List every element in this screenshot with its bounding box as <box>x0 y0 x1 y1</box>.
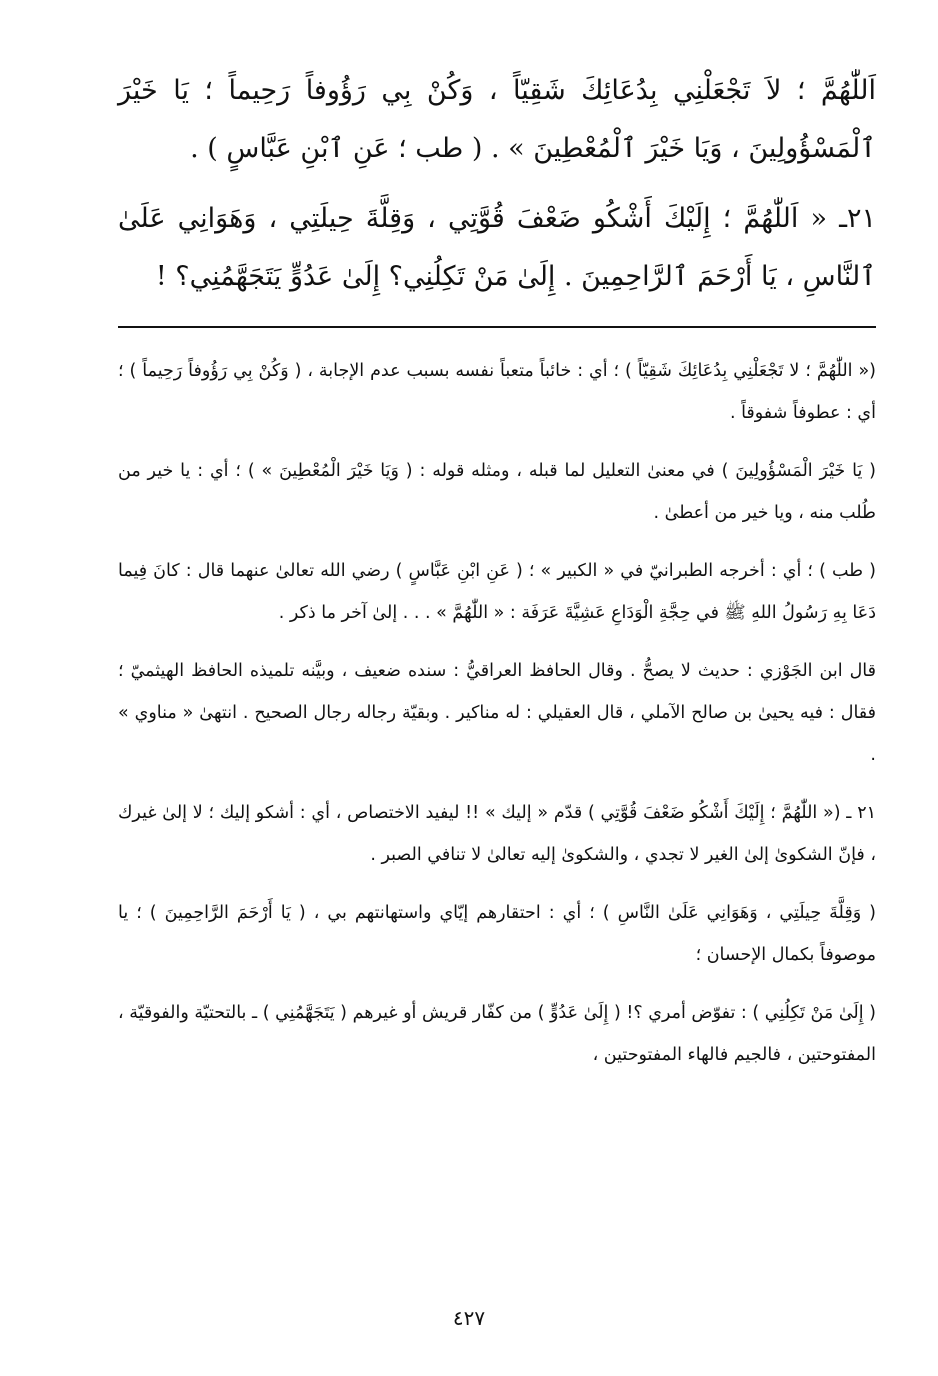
main-paragraph: اَللّٰهُمَّ ؛ لاَ تَجْعَلْنِي بِدُعَائِكَ شَقِيّاً ، وَكُنْ بِي رَؤُوفاً رَحِيماً ؛ يَا خَيْرَ ٱلْمَسْؤُولِينَ ، وَيَا خَيْرَ ٱلْمُعْطِينَ » . ( طب ؛ عَنِ ٱبْنِ عَبَّاسٍ ) . <box>118 75 876 164</box>
commentary <box>118 350 876 1076</box>
commentary-paragraph: ( يَا خَيْرَ الْمَسْؤُولِينَ ) في معنىٰ التعليل لما قبله ، ومثله قوله : ( وَيَا خَيْرَ الْمُعْطِينَ » ) ؛ أي : يا خير من طُلب منه ، ويا خير من أعطىٰ . <box>118 461 876 523</box>
main-text <box>118 62 876 306</box>
page-number: ٤٢٧ <box>452 1306 486 1330</box>
commentary-paragraph: ( إِلَىٰ مَنْ تَكِلُنِي ) : تفوّض أمري ؟! ( إِلَىٰ عَدُوٍّ ) من كفّار قريش أو غيرهم ( يَتَجَهَّمُنِي ) ـ بالتحتيّة والفوقيّة ، المفتوحتين ، فالجيم فالهاء المفتوحتين ، <box>118 1003 876 1065</box>
main-paragraph-hadith-21: ٢١ـ « اَللّٰهُمَّ ؛ إِلَيْكَ أَشْكُو ضَعْفَ قُوَّتِي ، وَقِلَّةَ حِيلَتِي ، وَهَوَانِي عَلَىٰ ٱلنَّاسِ ، يَا أَرْحَمَ ٱلرَّاحِمِينَ . إِلَىٰ مَنْ تَكِلُنِي؟ إِلَىٰ عَدُوٍّ يَتَجَهَّمُنِي؟ ! <box>118 203 876 292</box>
commentary-paragraph: ( وَقِلَّةَ حِيلَتِي ، وَهَوَانِي عَلَىٰ النَّاسِ ) ؛ أي : احتقارهم إيّاي واستهانتهم بي ، ( يَا أَرْحَمَ الرَّاحِمِينَ ) ؛ يا موصوفاً بكمال الإحسان ؛ <box>118 903 876 965</box>
commentary-paragraph: قال ابن الجَوْزي : حديث لا يصحُّ . وقال الحافظ العراقيُّ : سنده ضعيف ، وبيَّنه تلميذه الحافظ الهيثميّ ؛ فقال : فيه يحيىٰ بن صالح الآملي ، قال العقيلي : له مناكير . وبقيّة رجاله رجال الصحيح . انتهىٰ « مناوي » . <box>118 661 876 765</box>
page-content <box>118 62 876 1092</box>
commentary-paragraph: (« اللّٰهُمَّ ؛ لا تَجْعَلْنِي بِدُعَائِكَ شَقِيّاً ) ؛ أي : خائباً متعباً نفسه بسبب عدم الإجابة ، ( وَكُنْ بِي رَؤُوفاً رَحِيماً ) ؛ أي : عطوفاً شفوقاً . <box>118 361 876 423</box>
commentary-paragraph: ٢١ ـ (« اللّٰهُمَّ ؛ إِلَيْكَ أَشْكُو ضَعْفَ قُوَّتِي ) قدّم « إليك » !! ليفيد الاختصاص ، أي : أشكو إليك ؛ لا إلىٰ غيرك ، فإنّ الشكوىٰ إلىٰ الغير لا تجدي ، والشكوىٰ إليه تعالىٰ لا تنافي الصبر . <box>118 803 876 865</box>
commentary-paragraph: ( طب ) ؛ أي : أخرجه الطبرانيّ في « الكبير » ؛ ( عَنِ ابْنِ عَبَّاسٍ ) رضي الله تعالىٰ عنهما قال : كانَ فِيما دَعَا بِهِ رَسُولُ اللهِ ﷺ في حِجَّةِ الْوَدَاعِ عَشِيَّةَ عَرَفَة : « اللّٰهُمَّ » . . . إلىٰ آخر ما ذكر . <box>118 561 876 623</box>
footnote-divider <box>118 326 876 328</box>
